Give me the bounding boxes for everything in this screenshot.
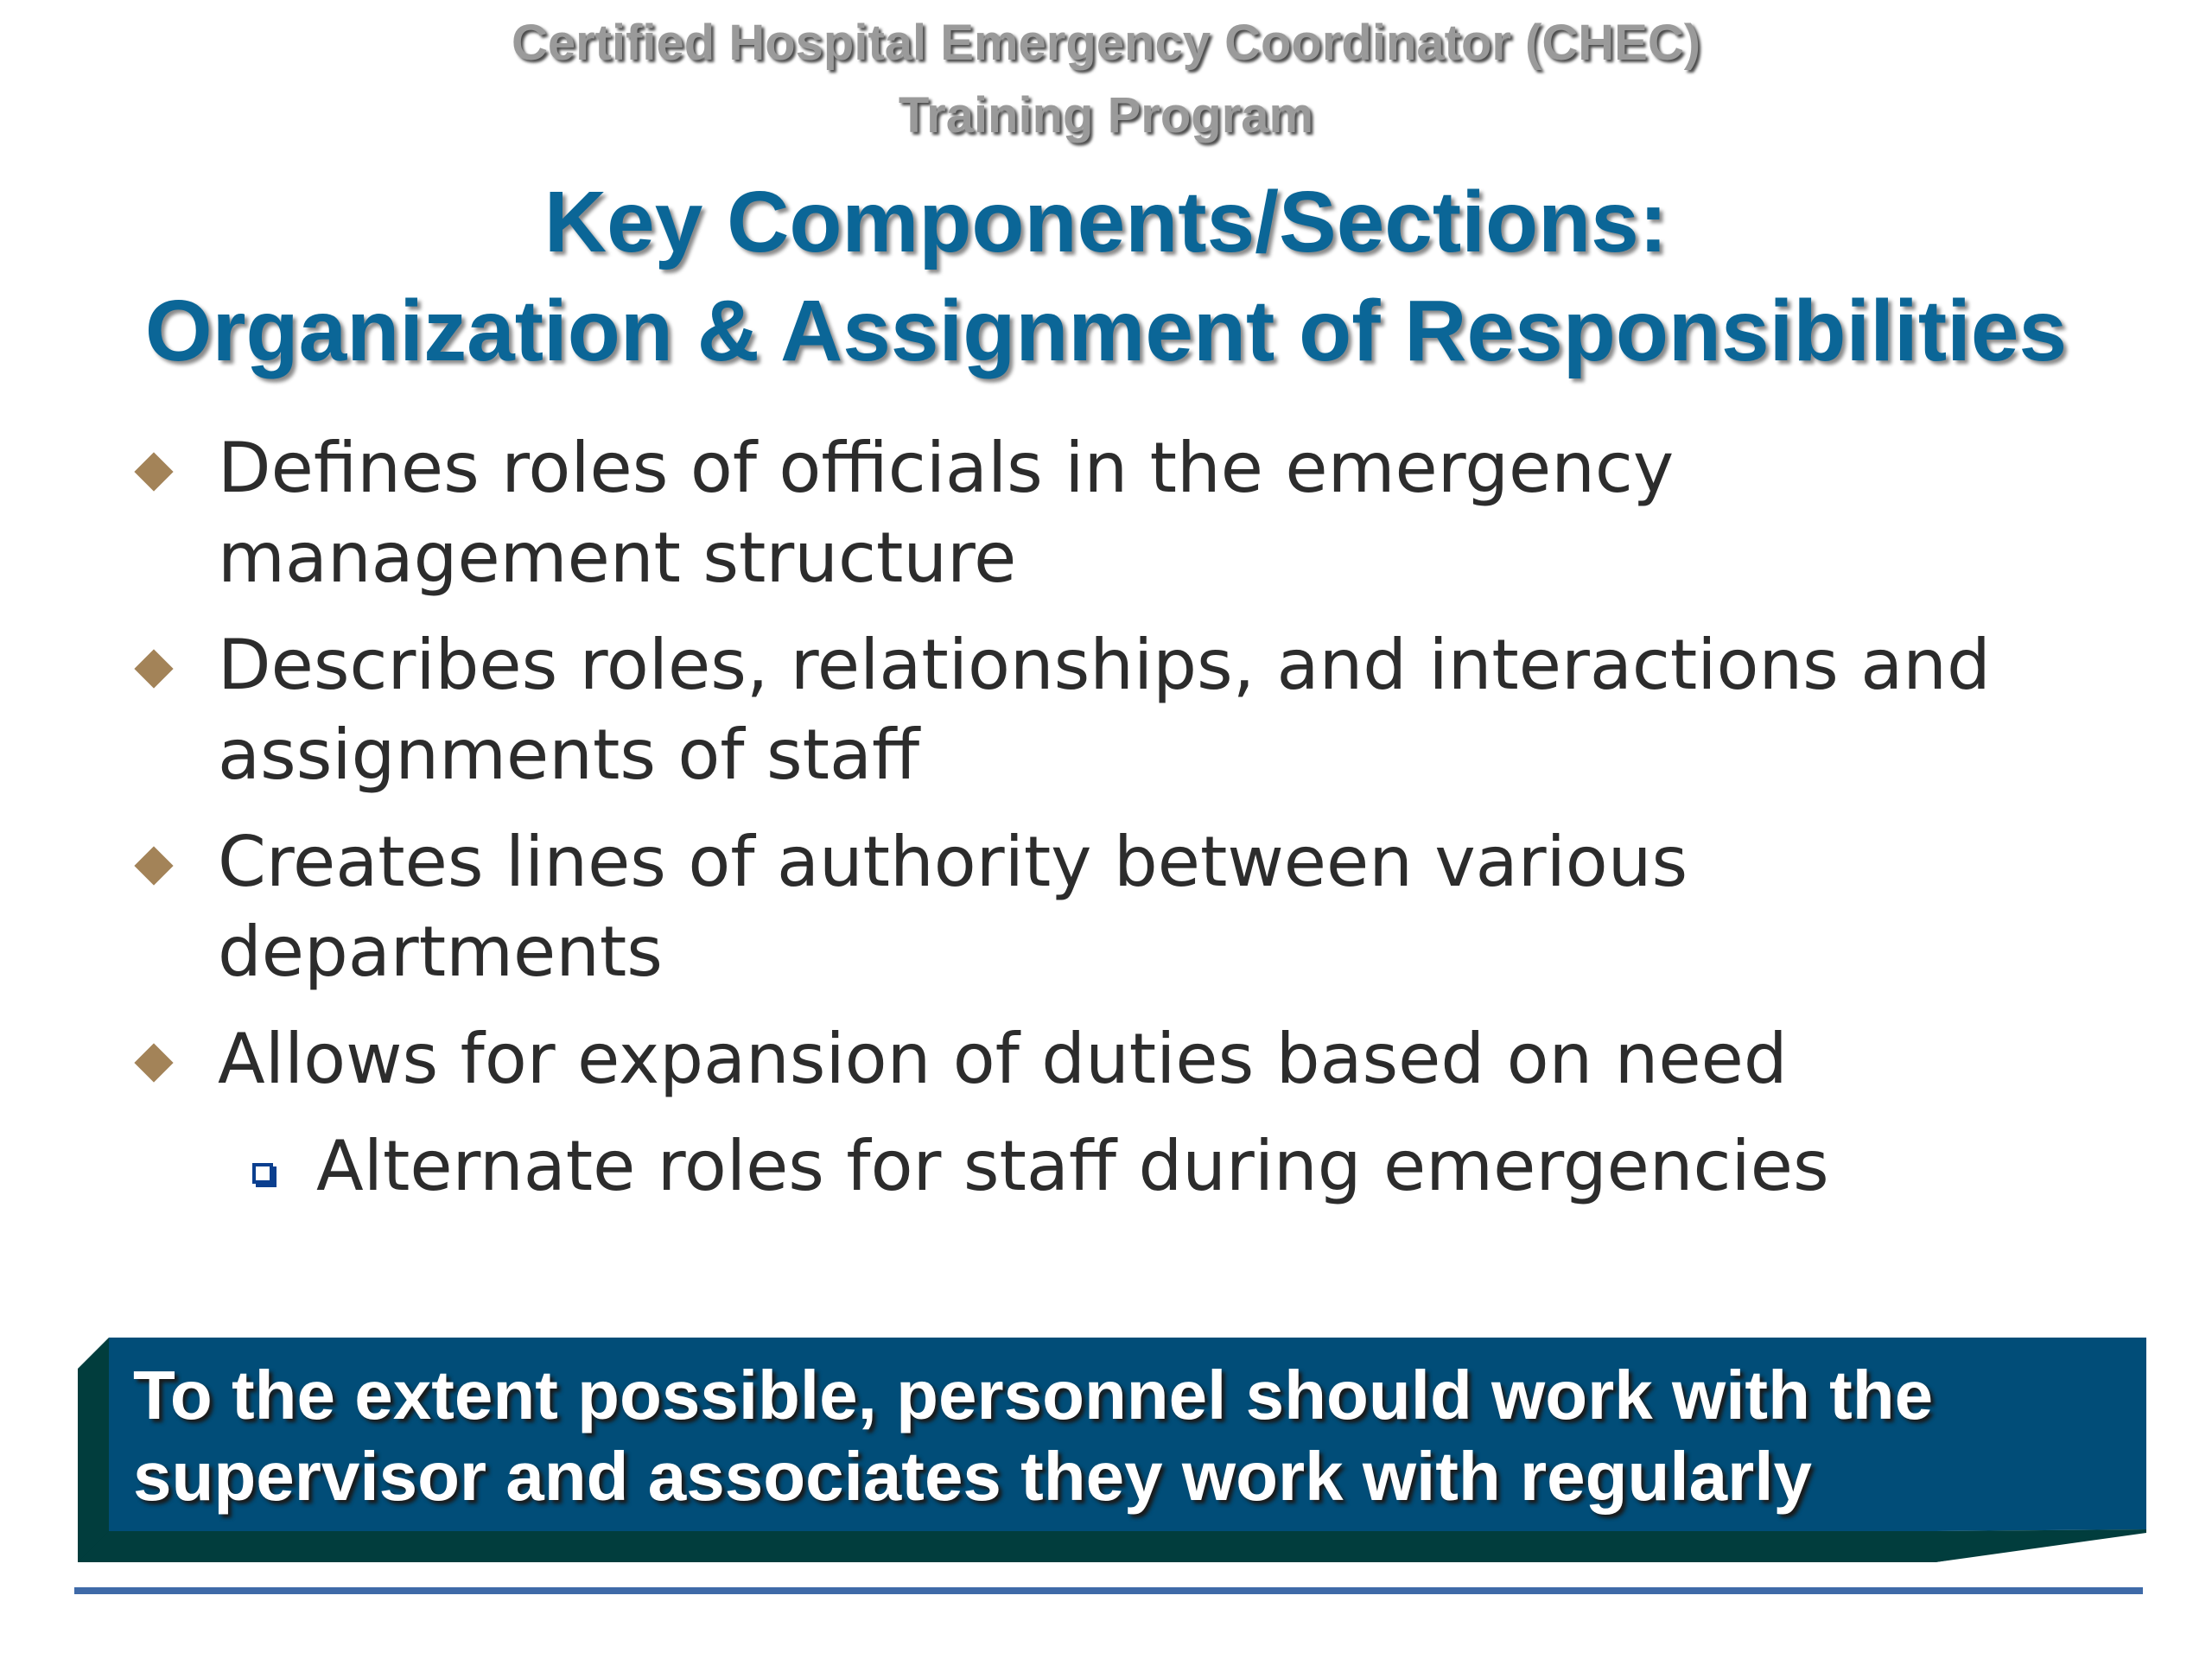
diamond-bullet-icon [134,846,173,885]
callout-bottom-bevel [78,1529,2146,1562]
bullet-item [130,423,2143,603]
callout-left-bevel [78,1338,109,1562]
bullet-text: Defines roles of officials in the emergency management structure [218,428,1675,598]
hollow-square-bullet-icon [252,1163,273,1184]
diamond-bullet-icon [134,452,173,491]
callout-line-1: To the extent possible, personnel should work with the [133,1357,1934,1433]
sub-bullet-item [130,1122,2143,1211]
bullet-text: Describes roles, relationships, and interactions and assignments of staff [218,625,1991,795]
sub-bullet-text: Alternate roles for staff during emergencies [316,1126,1829,1206]
slide-title [0,168,2212,385]
program-title-line-1: Certified Hospital Emergency Coordinator (CHEC) [511,15,1701,71]
slide-title-line-1: Key Components/Sections: [543,174,1669,270]
diamond-bullet-icon [134,649,173,688]
footer-divider [74,1587,2143,1594]
bullet-list [130,423,2143,1211]
bullet-text: Creates lines of authority between various departments [218,822,1688,992]
bullet-item [130,1014,2143,1104]
program-title-line-2: Training Program [898,87,1314,143]
bullet-text: Allows for expansion of duties based on need [218,1019,1788,1099]
callout-text [133,1355,2120,1517]
callout-banner [78,1338,2146,1562]
callout-line-2: supervisor and associates they work with regularly [133,1438,1812,1515]
diamond-bullet-icon [134,1043,173,1082]
bullet-item [130,620,2143,800]
slide-title-line-2: Organization & Assignment of Responsibilities [144,283,2068,379]
bullet-item [130,817,2143,997]
program-title [0,7,2212,152]
